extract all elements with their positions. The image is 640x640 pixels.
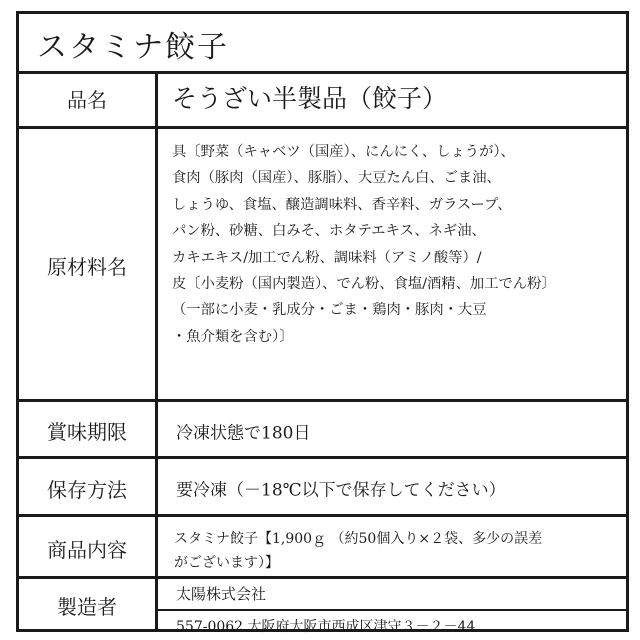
label-best-before: 賞味期限: [19, 402, 158, 459]
food-label-panel: [16, 11, 629, 635]
contents-line: がございます）】: [174, 555, 279, 571]
manufacturer-name-cell: [158, 579, 626, 611]
row-best-before: [19, 399, 626, 459]
value-cell-ingredients: [158, 129, 626, 402]
row-storage: [19, 456, 626, 517]
value-cell-best-before: [158, 402, 626, 459]
manufacturer-name: 太陽株式会社: [176, 585, 267, 603]
label-contents: 商品内容: [19, 517, 158, 579]
label-storage: 保存方法: [19, 459, 158, 517]
label-ingredients: 原材料名: [19, 129, 158, 402]
contents-line: スタミナ餃子【1,900ｇ （約50個入り×２袋、多少の誤差: [174, 531, 543, 547]
row-manufacturer: [19, 576, 626, 635]
row-contents: [19, 514, 626, 579]
manufacturer-address: 557-0062 大阪府大阪市西成区津守３－２－44: [176, 619, 476, 635]
value-cell-product-name: [158, 71, 626, 126]
product-title: スタミナ餃子: [37, 30, 229, 65]
ingredients-line: 皮〔小麦粉（国内製造）、でん粉、食塩/酒精、加工でん粉〕: [172, 275, 556, 292]
ingredients-list: [172, 139, 556, 350]
value-cell-storage: [158, 459, 626, 517]
ingredients-line: 具〔野菜（キャベツ（国産）、にんにく、しょうが）、: [172, 144, 515, 160]
ingredients-line: カキエキス/加工でん粉、調味料（アミノ酸等）/: [172, 249, 482, 266]
value-cell-manufacturer: [158, 579, 626, 635]
ingredients-line: 食肉（豚肉（国産）、豚脂）、大豆たん白、ごま油、: [172, 170, 501, 187]
value-cell-contents: [158, 517, 626, 579]
label-manufacturer: 製造者: [19, 579, 158, 632]
ingredients-line: パン粉、砂糖、白みそ、ホタテエキス、ネギ油、: [172, 223, 486, 240]
value-product-name: そうざい半製品（餃子）: [172, 84, 448, 113]
row-ingredients: [19, 126, 626, 402]
ingredients-line: しょうゆ、食塩、醸造調味料、香辛料、ガラスープ、: [172, 196, 512, 213]
title-row: [19, 14, 626, 74]
ingredients-line: ・魚介類を含む）〕: [172, 328, 294, 345]
row-product-name: [19, 71, 626, 126]
value-best-before: 冷凍状態で180日: [176, 423, 311, 443]
label-product-name: 品名: [19, 71, 158, 126]
ingredients-line: （一部に小麦・乳成分・ごま・鶏肉・豚肉・大豆: [172, 302, 487, 319]
value-storage: 要冷凍（－18℃以下で保存してください）: [176, 480, 506, 501]
contents-text: [174, 527, 542, 575]
